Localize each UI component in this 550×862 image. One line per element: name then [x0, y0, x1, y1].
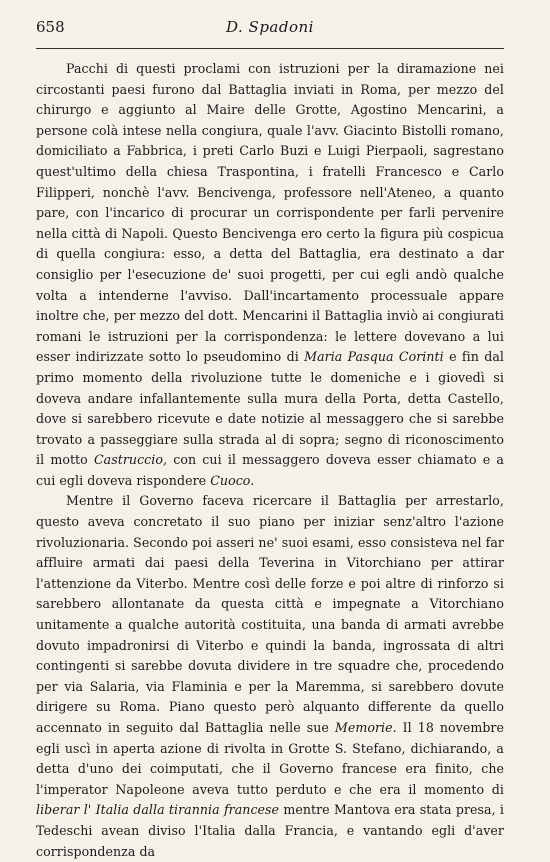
password-text: Castruccio,: [93, 452, 168, 468]
page-header: [36, 18, 504, 49]
text-segment: Mentre il Governo faceva ricercare il Battaglia per arrestarlo, questo aveva concretato il suo piano per iniziar senz'altro l'azione rivoluzionaria. Secondo poi asseri ne' suoi esami, esso consisteva nel far affluire armati dai paesi della Teverina in Vitorchiano per attirar l'attenzione da Viterbo. Mentre così delle forze e poi altre di rinforzo si sarebbero allontanate da questa città e impegnate a Vitorchiano unitamente a qualche autorità costituita, una banda di armati avrebbe dovuto impadronirsi di Viterbo e quindi la banda, ingrossata di altri contingenti si sarebbe dovuta dividere in tre squadre che, procedendo per via Salaria, via Flaminia e per la Maremma, si sarebbero dovute dirigere su Roma. Piano questo però alquanto differente da quello accennato in seguito dal Battaglia nelle sue: [36, 493, 504, 735]
text-segment: e fin dal primo momento della rivoluzione tutte le domeniche e i giovedì si doveva andare infallantemente sulla mura della Porta, detta Castello, dove si sarebbero ricevute e date notizie al messaggero che si sarebbe trovato a passeggiare sulla strada al di sopra; segno di riconoscimento il motto: [36, 349, 504, 468]
text-segment: mentre Mantova era stata presa, i Tedeschi avean diviso l'Italia dalla Francia, e vantando egli d'aver corrispondenza da: [36, 802, 504, 859]
paragraph-1: [36, 59, 504, 491]
memorie-text: Memorie.: [334, 720, 397, 735]
countersign-text: Cuoco.: [210, 472, 255, 488]
text-segment: Pacchi di questi proclami con istruzioni per la diramazione nei circostanti paesi furono dal Battaglia inviati in Roma, per mezzo del chirurgo e aggiunto al Maire delle Grotte, Agostino Mencarini, a persone colà intese nella congiura, quale l'avv. Giacinto Bistolli romano, domiciliato a Fabbrica, i preti Carlo Buzi e Luigi Pierpaoli, sagrestano quest'ultimo della chiesa Traspontina, i fratelli Francesco e Carlo Filipperi, nonchè l'avv. Bencivenga, professore nell'Ateneo, a quanto pare, con l'incarico di procurar un corrispondente per farli pervenire nella città di Napoli. Questo Bencivenga ero certo la figura più cospicua di quella congiura: esso, a detta del Battaglia, era destinato a dar consiglio per l'esecuzione de' suoi progetti, per cui egli andò qualche volta a intenderne l'avviso. Dall'incartamento processuale appare inoltre che, per mezzo del dott. Mencarini il Battaglia inviò ai congiurati romani le istruzioni per la corrispondenza: le lettere dovevano a lui esser indirizzate sotto lo pseudomino di: [36, 61, 504, 365]
page-number: 658: [36, 18, 65, 36]
quote-text: liberar l' Italia dalla tirannia francese: [36, 802, 280, 818]
pseudonym-text: Maria Pasqua Corinti: [304, 349, 444, 365]
body-text: [36, 59, 504, 862]
paragraph-2: [36, 491, 504, 862]
text-segment: Il 18 novembre egli uscì in aperta azione di rivolta in Grotte S. Stefano, dichiarando, a detta d'uno dei coimputati, che il Governo francese era finito, che l'imperator Napoleone aveva tutto perduto e che era il momento di: [36, 720, 505, 797]
text-segment: con cui il messaggero doveva esser chiamato e a cui egli doveva rispondere: [36, 452, 504, 488]
running-head: D. Spadoni: [226, 18, 314, 36]
